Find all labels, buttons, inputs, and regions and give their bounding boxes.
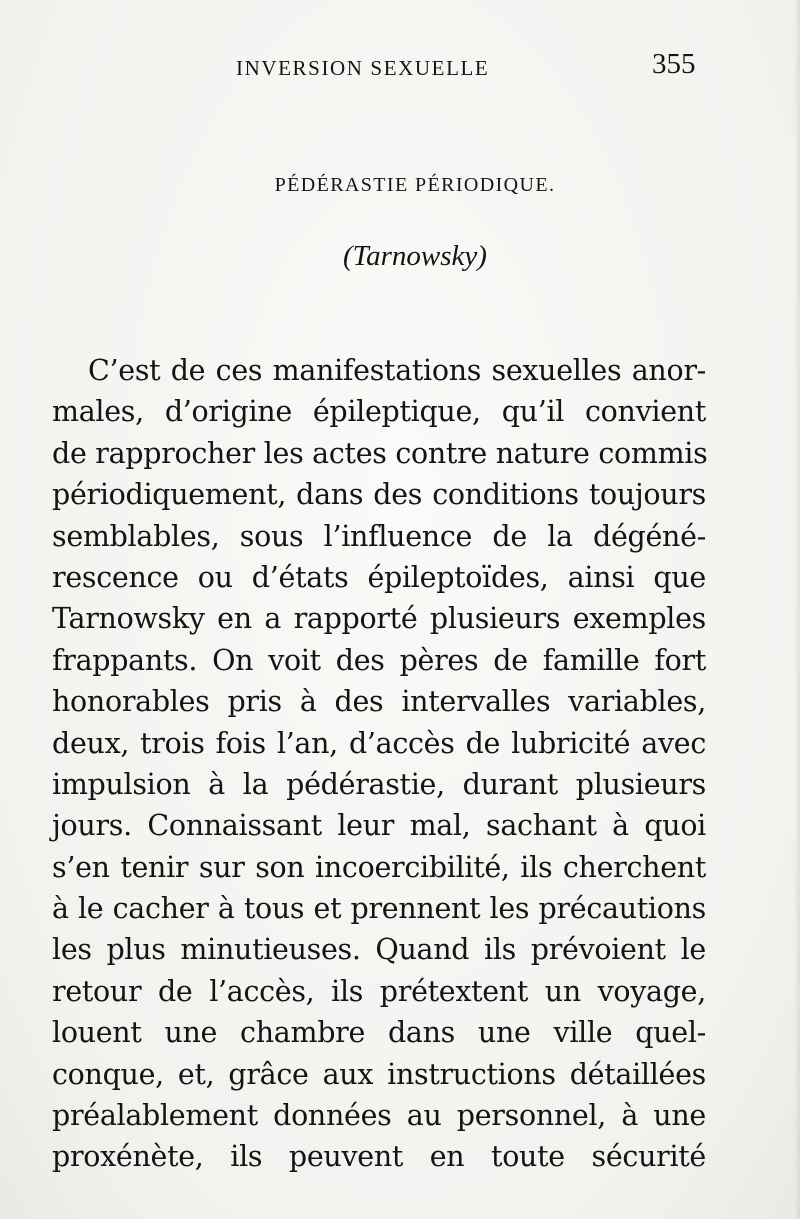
text-line: semblables, sous l’influence de la dégéné- (52, 519, 706, 553)
text-line: rescence ou d’états épileptoïdes, ainsi que (52, 560, 706, 594)
text-line: louent une chambre dans une ville quel- (52, 1016, 706, 1050)
text-line: deux, trois fois l’an, d’accès de lubricité avec (52, 726, 706, 760)
text-line: males, d’origine épileptique, qu’il convient (52, 395, 706, 429)
running-title: INVERSION SEXUELLE (236, 56, 490, 80)
text-line: de rapprocher les actes contre nature commis (52, 436, 708, 470)
text-line: Tarnowsky en a rapporté plusieurs exemples (52, 602, 706, 636)
section-heading: PÉDÉRASTIE PÉRIODIQUE. (274, 174, 556, 196)
text-line: impulsion à la pédérastie, durant plusieurs (52, 767, 706, 801)
text-line: conque, et, grâce aux instructions détaillées (52, 1057, 706, 1091)
text-line: C’est de ces manifestations sexuelles anor- (88, 354, 706, 387)
text-line: les plus minutieuses. Quand ils prévoient le (52, 933, 706, 967)
text-line: proxénète, ils peuvent en toute sécurité (52, 1140, 706, 1174)
text-line: à le cacher à tous et prennent les précautions (52, 892, 706, 926)
body-paragraph (52, 350, 706, 1178)
text-line: honorables pris à des intervalles variables, (52, 685, 706, 719)
page-number: 355 (652, 48, 696, 80)
text-line: s’en tenir sur son incoercibilité, ils cherchent (52, 850, 706, 884)
author-attribution: (Tarnowsky) (343, 240, 487, 272)
text-line: frappants. On voit des pères de famille fort (52, 643, 706, 677)
text-line: périodiquement, dans des conditions toujours (52, 478, 706, 512)
text-line: jours. Connaissant leur mal, sachant à quoi (52, 809, 706, 843)
text-line: retour de l’accès, ils prétextent un voyage, (52, 974, 706, 1008)
running-head (0, 42, 800, 82)
text-line: préalablement données au personnel, à une (52, 1099, 706, 1133)
page-edge-shadow (794, 0, 800, 1219)
